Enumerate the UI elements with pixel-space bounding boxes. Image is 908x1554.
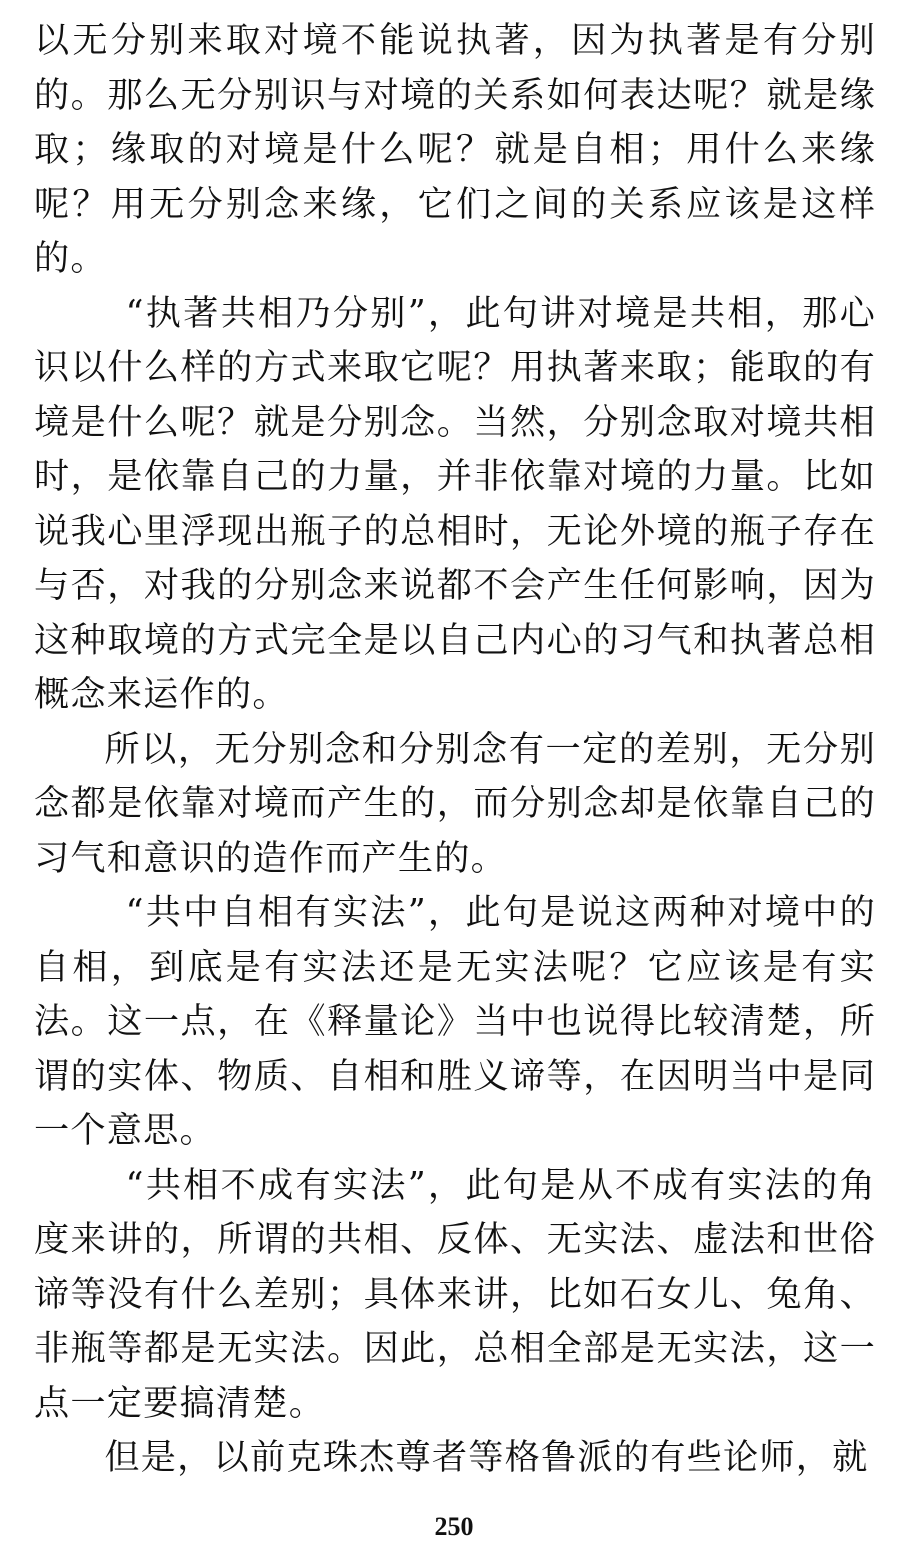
paragraph-2: “执著共相乃分别”，此句讲对境是共相，那心识以什么样的方式来取它呢？用执著来取；能取的有境是什么呢？就是分别念。当然，分别念取对境共相时，是依靠自己的力量，并非依靠对境的力量。比如说我心里浮现出瓶子的总相时，无论外境的瓶子存在与否，对我的分别念来说都不会产生任何影响，因为这种取境的方式完全是以自己内心的习气和执著总相概念来运作的。	[34, 292, 876, 715]
paragraph-6: 但是，以前克珠杰尊者等格鲁派的有些论师，就	[104, 1437, 869, 1478]
paragraph-1: 以无分别来取对境不能说执著，因为执著是有分别的。那么无分别识与对境的关系如何表达呢？就是缘取；缘取的对境是什么呢？就是自相；用什么来缘呢？用无分别念来缘，它们之间的关系应该是这样的。	[34, 20, 876, 279]
page-body	[34, 14, 876, 1486]
paragraph-5: “共相不成有实法”，此句是从不成有实法的角度来讲的，所谓的共相、反体、无实法、虚法和世俗谛等没有什么差别；具体来讲，比如石女儿、兔角、非瓶等都是无实法。因此，总相全部是无实法，这一点一定要搞清楚。	[34, 1164, 876, 1424]
paragraph-4: “共中自相有实法”，此句是说这两种对境中的自相，到底是有实法还是无实法呢？它应该是有实法。这一点，在《释量论》当中也说得比较清楚，所谓的实体、物质、自相和胜义谛等，在因明当中是同一个意思。	[34, 892, 876, 1151]
page-number: 250	[434, 1512, 474, 1541]
paragraph-3: 所以，无分别念和分别念有一定的差别，无分别念都是依靠对境而产生的，而分别念却是依靠自己的习气和意识的造作而产生的。	[34, 728, 876, 879]
